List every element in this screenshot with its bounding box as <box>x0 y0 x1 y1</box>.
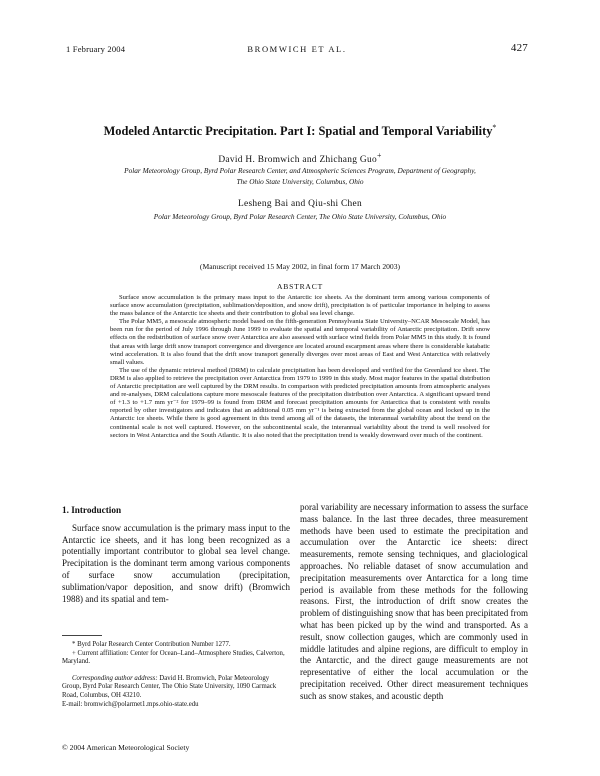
affiliation-2 <box>74 212 526 223</box>
manuscript-dates: (Manuscript received 15 May 2002, in final form 17 March 2003) <box>199 262 401 271</box>
footnote-rule <box>62 635 102 636</box>
affiliation-1-line-2: The Ohio State University, Columbus, Ohio <box>236 176 364 186</box>
copyright-notice: © 2004 American Meteorological Society <box>62 743 190 752</box>
corresponding-author-address: David H. Bromwich, Polar Meteorology Group, Byrd Polar Research Center, The Ohio State University, 1090 Carmack Road, Columbus, OH 43210. <box>62 674 277 699</box>
author-footnote-marker: + <box>376 151 382 160</box>
authors-1-text: David H. Bromwich and Zhichang Guo <box>218 155 377 166</box>
author-line-2 <box>60 199 540 209</box>
affiliation-2-line-1: Polar Meteorology Group, Byrd Polar Research Center, The Ohio State University, Columbus, Ohio <box>153 212 447 221</box>
paper-title <box>60 123 540 139</box>
intro-right-text: poral variability are necessary information to assess the surface mass balance. In the last three decades, three measurement methods have been used to estimate the precipitation and accumulation over the Antarctic ice sheets: direct measurements, remote sensing techniques, and glaciological approaches. No reliable dataset of snow accumulation and precipitation measurements over Antarctica for a long time period is available from these methods for the following reasons. First, the introduction of drift snow creates the problem of distinguishing snow that has been precipitated from what has been picked up by the wind and transported. As a result, snow collection gauges, which are commonly used in middle latitudes and alpine regions, are difficult to employ in the Antarctic, and the direct gauge measurements are not representative of either the local accumulation or the precipitation received. Other direct measurement techniques such as snow stakes, and acoustic depth <box>300 502 528 701</box>
page-number: 427 <box>510 42 528 54</box>
footnotes <box>62 641 288 709</box>
abstract-heading: ABSTRACT <box>276 282 324 291</box>
affiliation-1 <box>74 166 526 187</box>
authors-2-text: Lesheng Bai and Qiu-shi Chen <box>237 199 362 209</box>
corresponding-email: E-mail: bromwich@polarmet1.mps.ohio-state.edu <box>62 700 199 708</box>
affiliation-1-line-1: Polar Meteorology Group, Byrd Polar Research Center, and Atmospheric Sciences Program, Department of Geography, <box>124 166 476 175</box>
paper-title-text: Modeled Antarctic Precipitation. Part I: Spatial and Temporal Variability <box>103 124 493 139</box>
corresponding-author <box>62 675 288 701</box>
footnote-contribution: * Byrd Polar Research Center Contribution Number 1277. <box>72 641 231 648</box>
issue-date: 1 February 2004 <box>66 44 126 54</box>
title-footnote-marker: * <box>492 123 497 132</box>
intro-left-text: Surface snow accumulation is the primary mass input to the Antarctic ice sheets, and it has long been recognized as a potentially important contributor to global sea level change. Precipitation is the dominant term among various components of surface snow accumulation (precipitation, sublimation/vapor deposition, and snow drift) (Bromwich 1988) and its spatial and tem- <box>62 522 290 604</box>
section-heading-introduction: 1. Introduction <box>62 505 122 515</box>
corresponding-author-label: Corresponding author address: <box>72 674 158 682</box>
abstract-body <box>110 294 490 440</box>
running-head-authors: BROMWICH ET AL. <box>247 44 347 54</box>
abstract-paragraph-2: The Polar MM5, a mesoscale atmospheric model based on the fifth-generation Pennsylvania State University–NCAR Mesoscale Model, has been run for the period of July 1996 through June 1999 to evaluate the spatial and temporal variability of Antarctic precipitation. Drift snow effects on the redistribution of surface snow over Antarctica are also assessed with surface wind fields from Polar MM5 in this study. It is found that areas with large drift snow transport convergence and divergence are located around escarpment areas where there is considerable katabatic wind acceleration. It is also found that the drift snow transport generally diverges over most areas of East and West Antarctica with relatively small values. <box>110 318 490 366</box>
author-line-1 <box>60 151 540 165</box>
running-head <box>66 44 528 58</box>
abstract-paragraph-3: The use of the dynamic retrieval method (DRM) to calculate precipitation has been developed and verified for the Greenland ice sheet. The DRM is also applied to retrieve the precipitation over Antarctica from 1979 to 1999 in this study. Most major features in the spatial distribution of Antarctic precipitation are well captured by the DRM results. In comparison with predicted precipitation amounts from atmospheric analyses and re-analyses, DRM calculations capture more mesoscale features of the precipitation distribution over Antarctica. A significant upward trend of +1.3 to +1.7 mm yr⁻² for 1979–99 is found from DRM and forecast precipitation amounts for Antarctica that is consistent with results reported by other investigators and indicates that an additional 0.05 mm yr⁻¹ is being extracted from the global ocean and locked up in the Antarctic ice sheets. While there is good agreement in this trend among all of the datasets, the interannual variability about the trend on the continental scale is not well captured. However, on the subcontinental scale, the interannual variability about the trend is well resolved for sectors in West Antarctica and the South Atlantic. It is also noted that the precipitation trend is weakly downward over much of the continent. <box>110 366 490 439</box>
abstract-paragraph-1: Surface snow accumulation is the primary mass input to the Antarctic ice sheets. As the dominant term among various components of surface snow accumulation (precipitation, sublimation/deposition, and snow drift), precipitation is of particular importance in helping to assess the mass balance of the Antarctic ice sheets and their contribution to global sea level change. <box>110 294 490 318</box>
right-column <box>300 502 528 703</box>
footnote-affiliation: + Current affiliation: Center for Ocean–Land–Atmosphere Studies, Calverton, Maryland. <box>62 649 285 666</box>
left-column <box>62 505 290 605</box>
